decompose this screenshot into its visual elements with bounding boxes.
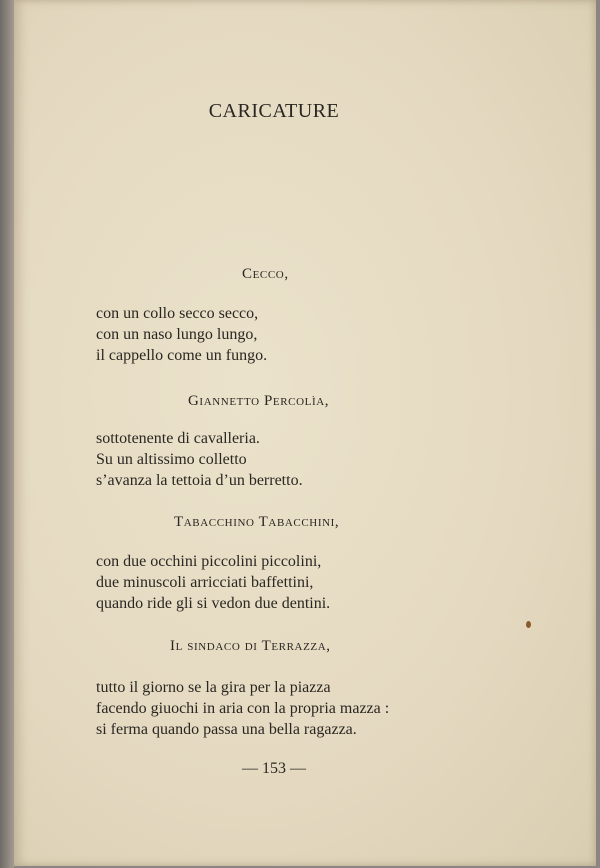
stanza-line: due minuscoli arricciati baffettini, — [96, 574, 314, 591]
stanza-line: tutto il giorno se la gira per la piazza — [96, 679, 331, 696]
book-page — [14, 0, 596, 866]
stanza-cecco — [96, 303, 267, 366]
stanza-line: s’avanza la tettoia d’un berretto. — [96, 472, 303, 489]
stanza-line: facendo giuochi in aria con la propria mazza : — [96, 700, 390, 717]
stanza-line: si ferma quando passa una bella ragazza. — [96, 721, 357, 738]
stanza-giannetto — [96, 428, 303, 491]
stanza-line: con un collo secco secco, — [96, 305, 259, 322]
section-heading-tabacchino: Tabacchino Tabacchini, — [174, 514, 340, 530]
stanza-sindaco — [96, 677, 389, 740]
stanza-line: quando ride gli si vedon due dentini. — [96, 595, 331, 612]
page-number: — 153 — — [242, 760, 306, 777]
paper-stain-mark — [526, 621, 531, 628]
page-title: CARICATURE — [208, 100, 340, 122]
section-heading-sindaco: Il sindaco di Terrazza, — [170, 638, 331, 654]
stanza-tabacchino — [96, 551, 330, 614]
stanza-line: Su un altissimo colletto — [96, 451, 247, 468]
section-heading-cecco: Cecco, — [242, 266, 289, 282]
stanza-line: con un naso lungo lungo, — [96, 326, 258, 343]
stanza-line: il cappello come un fungo. — [96, 347, 268, 364]
section-heading-giannetto: Giannetto Percolìa, — [188, 393, 330, 409]
stanza-line: sottotenente di cavalleria. — [96, 430, 260, 447]
book-spine-edge — [0, 0, 14, 868]
stanza-line: con due occhini piccolini piccolini, — [96, 553, 322, 570]
